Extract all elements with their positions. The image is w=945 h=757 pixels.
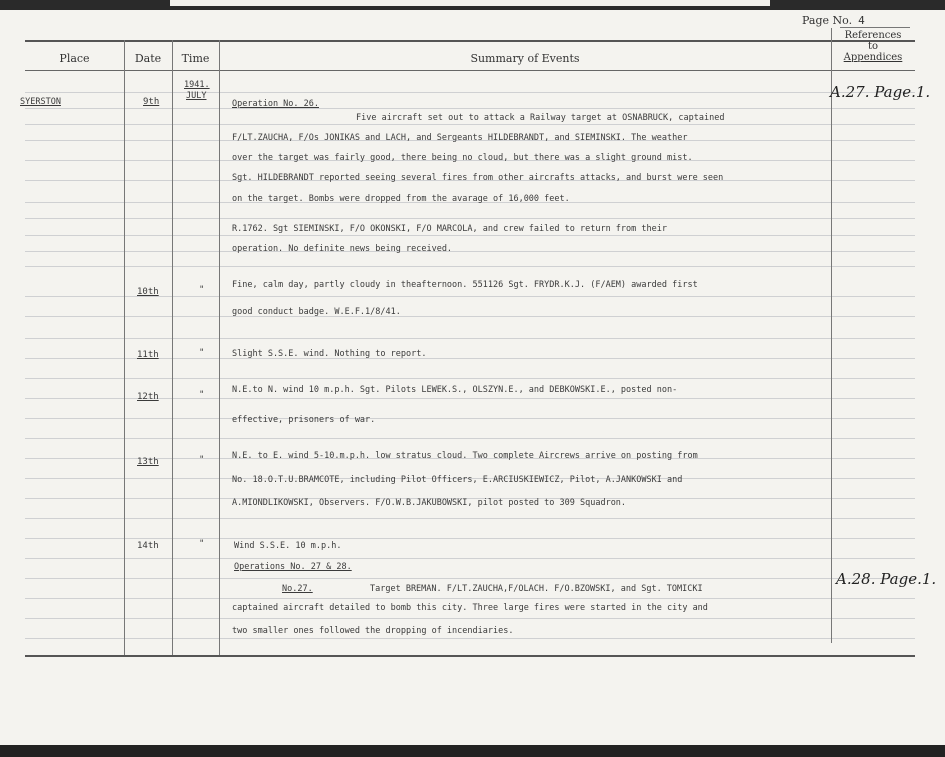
operation-26-heading: Operation No. 26. bbox=[232, 99, 319, 109]
entry-13-line-1: N.E. to E. wind 5-10.m.p.h. low stratus cloud. Two complete Aircrews arrive on posting from bbox=[232, 451, 698, 461]
page-number: Page No. 4 bbox=[802, 14, 865, 27]
ruled-line bbox=[25, 638, 915, 639]
column-divider-place bbox=[124, 40, 125, 655]
ditto-12th: " bbox=[199, 390, 205, 400]
ruled-line bbox=[25, 218, 915, 219]
ruled-line bbox=[25, 92, 915, 93]
header-references: References to Appendices bbox=[843, 30, 903, 63]
ruled-line bbox=[25, 108, 915, 109]
ruled-line bbox=[25, 598, 915, 599]
ruled-line bbox=[25, 558, 915, 559]
entry-10-line-2: good conduct badge. W.E.F.1/8/41. bbox=[232, 307, 401, 317]
entry-14-line-3: captained aircraft detailed to bomb this city. Three large fires were started in the city and bbox=[232, 603, 708, 613]
ditto-14th: " bbox=[199, 539, 205, 549]
operations-27-28-heading: Operations No. 27 & 28. bbox=[234, 562, 352, 572]
ruled-line bbox=[25, 578, 915, 579]
entry-9-line-3: over the target was fairly good, there being no cloud, but there was a slight ground mist. bbox=[232, 153, 693, 163]
entry-9-line-4: Sgt. HILDEBRANDT reported seeing several fires from other aircrafts attacks, and burst were seen bbox=[232, 173, 724, 183]
operation-27-subheading: No.27. bbox=[282, 584, 313, 594]
date-13th: 13th bbox=[137, 457, 159, 467]
header-date: Date bbox=[134, 52, 162, 65]
entry-11-line-1: Slight S.S.E. wind. Nothing to report. bbox=[232, 349, 427, 359]
ditto-10th: " bbox=[199, 285, 205, 295]
ruled-line bbox=[25, 251, 915, 252]
ruled-line bbox=[25, 418, 915, 419]
ditto-13th: " bbox=[199, 455, 205, 465]
ruled-line bbox=[25, 538, 915, 539]
ruled-line bbox=[25, 235, 915, 236]
entry-14-line-1: Wind S.S.E. 10 m.p.h. bbox=[234, 541, 342, 551]
ruled-line bbox=[25, 438, 915, 439]
reference-a28: A.28. Page.1. bbox=[836, 570, 937, 588]
ruled-line bbox=[25, 338, 915, 339]
ruled-line bbox=[25, 618, 915, 619]
header-bottom-rule bbox=[25, 70, 915, 71]
date-14th: 14th bbox=[137, 541, 159, 551]
header-top-rule bbox=[25, 40, 915, 42]
entry-10-line-1: Fine, calm day, partly cloudy in theafternoon. 551126 Sgt. FRYDR.K.J. (F/AEM) awarded first bbox=[232, 280, 698, 290]
entry-9-line-5: on the target. Bombs were dropped from the avarage of 16,000 feet. bbox=[232, 194, 570, 204]
ruled-line bbox=[25, 316, 915, 317]
ruled-line bbox=[25, 266, 915, 267]
column-divider-time bbox=[219, 40, 220, 655]
reference-a27: A.27. Page.1. bbox=[830, 83, 931, 101]
column-divider-date bbox=[172, 40, 173, 655]
ditto-11th: " bbox=[199, 348, 205, 358]
ruled-line bbox=[25, 124, 915, 125]
date-9th: 9th bbox=[143, 97, 160, 107]
page-number-line bbox=[840, 27, 910, 28]
place-cell: SYERSTON bbox=[20, 97, 61, 107]
date-11th: 11th bbox=[137, 350, 159, 360]
scan-top-edge bbox=[0, 0, 945, 10]
entry-12-line-1: N.E.to N. wind 10 m.p.h. Sgt. Pilots LEWEK.S., OLSZYN.E., and DEBKOWSKI.E., posted non- bbox=[232, 385, 678, 395]
entry-12-line-2: effective, prisoners of war. bbox=[232, 415, 376, 425]
ruled-line bbox=[25, 518, 915, 519]
ruled-line bbox=[25, 378, 915, 379]
header-place: Place bbox=[59, 52, 90, 65]
entry-13-line-2: No. 18.O.T.U.BRAMCOTE, including Pilot Officers, E.ARCIUSKIEWICZ, Pilot, A.JANKOWSKI and bbox=[232, 475, 683, 485]
date-12th: 12th bbox=[137, 392, 159, 402]
entry-9-line-1: Five aircraft set out to attack a Railway target at OSNABRUCK, captained bbox=[356, 113, 725, 123]
entry-9-line-2: F/LT.ZAUCHA, F/Os JONIKAS and LACH, and Sergeants HILDEBRANDT, and SIEMINSKI. The weather bbox=[232, 133, 688, 143]
entry-9-line-7: operation. No definite news being received. bbox=[232, 244, 453, 254]
entry-14-line-2: Target BREMAN. F/LT.ZAUCHA,F/OLACH. F/O.BZOWSKI, and Sgt. TOMICKI bbox=[370, 584, 703, 594]
scan-bottom-edge bbox=[0, 745, 945, 757]
time-month: JULY bbox=[186, 91, 207, 101]
date-10th: 10th bbox=[137, 287, 159, 297]
entry-14-line-4: two smaller ones followed the dropping of incendiaries. bbox=[232, 626, 514, 636]
column-divider-summary bbox=[831, 28, 832, 643]
time-year: 1941. bbox=[184, 80, 210, 90]
entry-13-line-3: A.MIONDLIKOWSKI, Observers. F/O.W.B.JAKUBOWSKI, pilot posted to 309 Squadron. bbox=[232, 498, 627, 508]
header-summary: Summary of Events bbox=[470, 52, 580, 65]
table-bottom-rule bbox=[25, 655, 915, 657]
header-time: Time bbox=[181, 52, 210, 65]
entry-9-line-6: R.1762. Sgt SIEMINSKI, F/O OKONSKI, F/O MARCOLA, and crew failed to return from their bbox=[232, 224, 667, 234]
